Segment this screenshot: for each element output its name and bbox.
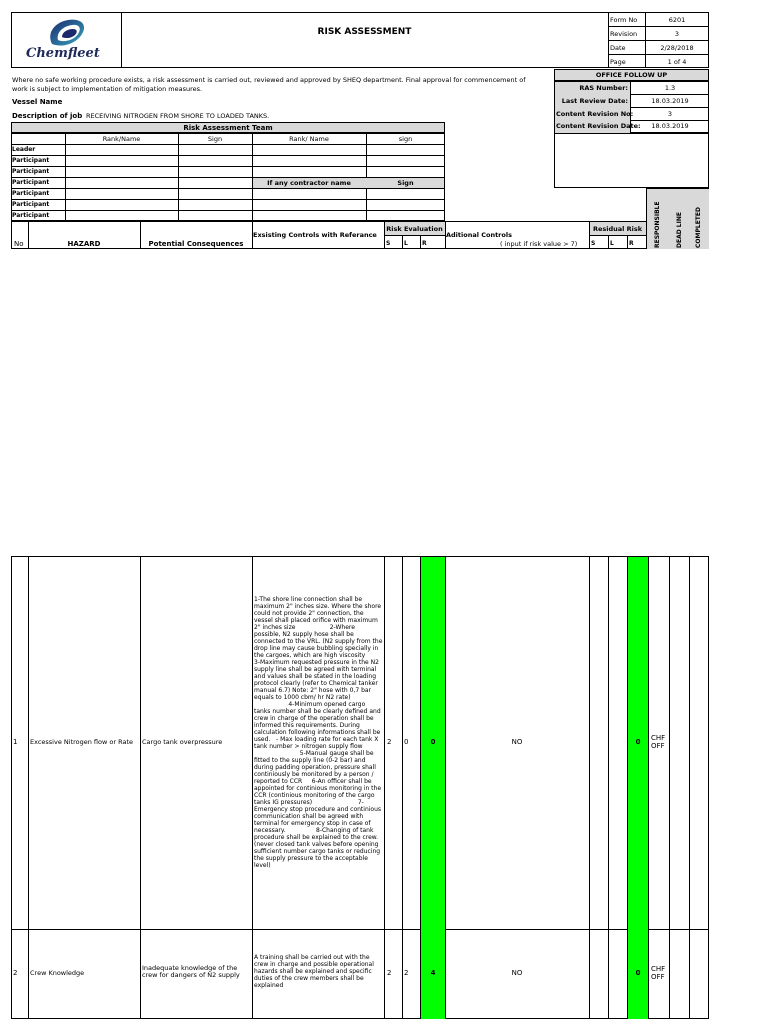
- col-additional-note: ( input if risk value > 7): [500, 240, 578, 248]
- col-residual-risk: Residual Risk: [592, 225, 643, 233]
- table-row-1-additional: NO: [511, 738, 523, 746]
- col-hazard: HAZARD: [67, 240, 101, 248]
- table-row-1-consequence: Cargo tank overpressure: [142, 738, 223, 746]
- col-dead-line: DEAD LINE: [676, 212, 683, 248]
- team-row-participant: Participant: [12, 157, 50, 164]
- col-residual-r: R: [629, 240, 634, 247]
- content-revision-no-label: Content Revision No:: [556, 110, 634, 118]
- form-no-value: 6201: [668, 16, 686, 24]
- revision-label: Revision: [610, 30, 638, 38]
- intro-line-1: Where no safe working procedure exists, a risk assessment is carried out, reviewed and approved by SHEQ department. Final approval for commencement of: [12, 76, 526, 84]
- risk-r-cell-green: [421, 557, 445, 1019]
- header-box: [11, 12, 709, 68]
- team-col-sign-1: Sign: [207, 135, 223, 143]
- table-row-1-l: 0: [404, 738, 409, 746]
- team-col-sign-2: sign: [398, 135, 413, 143]
- team-row-participant: Participant: [12, 190, 50, 197]
- table-row-2-s: 2: [387, 969, 392, 977]
- team-row-participant: Participant: [12, 168, 50, 175]
- job-description-value: RECEIVING NITROGEN FROM SHORE TO LOADED TANKS.: [86, 112, 270, 120]
- content-revision-no-value: 3: [667, 110, 673, 118]
- table-row-1-s: 2: [387, 738, 392, 746]
- col-risk-l: L: [404, 240, 408, 247]
- logo-emblem-icon: [22, 16, 114, 48]
- col-residual-s: S: [591, 240, 596, 247]
- col-risk-s: S: [386, 240, 391, 247]
- last-review-date-label: Last Review Date:: [561, 97, 628, 105]
- col-no: No: [14, 240, 24, 248]
- team-row-participant: Participant: [12, 212, 50, 219]
- table-row-1-residual-r: 0: [635, 738, 641, 746]
- team-title: Risk Assessment Team: [183, 124, 273, 132]
- contractor-sign-label: Sign: [397, 179, 414, 187]
- ras-number-value: 1.3: [664, 84, 676, 92]
- col-existing-controls: Exsisting Controls with Referance: [253, 231, 377, 239]
- vessel-name-label: Vessel Name: [12, 98, 63, 106]
- company-logo: [22, 16, 114, 64]
- table-row-1-controls: 1-The shore line connection shall be maximum 2" inches size. Where the shore could not provide 2" connection, the vessel shall placed orifice with maximum 2" inches size 2-Where possible, N2 supply hose shall be connected to the VRL. (N2 supply from the drop line may cause bubbling specially in the cargoes, which are high viscosity 3-Maximum requested pressure in the N2 supply line shall be agreed with terminal and values shall be stated in the loading protocol clearly (refer to Chemical tanker manual 6.7) Note: 2" hose with 0,7 bar equals to 1000 cbm/ hr N2 rate) 4-Minimum opened cargo tanks number shall be clearly defined and crew in charge of the operation shall be informed this requirements. During calculation following informations shall be used. - Max loading rate for each tank X tank number > nitrogen supply flow 5-Manual gauge shall be fitted to the supply line (0-2 bar) and during padding operation, pressure shall continiously be monitored by a person / reported to CCR 6-An officer shall be appointed for continious monitoring in the CCR (continious monitoring of the cargo tanks IG pressures) 7-Emergency stop procedure and continious communication shall be agreed with terminal for emergency stop in case of necessary. 8-Changing of tank procedure shall be explained to the crew. (never closed tank valves before opening sufficient number cargo tanks or reducing the supply pressure to the acceptable level): [254, 596, 383, 869]
- team-col-rank-name-1: Rank/Name: [102, 135, 141, 143]
- table-row-1-responsible: CHF OFF: [651, 734, 666, 750]
- col-responsible: RESPONSIBLE: [654, 201, 661, 248]
- col-risk-evaluation: Risk Evaluation: [386, 225, 443, 233]
- table-row-1-hazard: Excessive Nitrogen flow or Rate: [30, 738, 134, 746]
- table-row-2-responsible: CHF OFF: [651, 965, 666, 981]
- col-residual-l: L: [610, 240, 614, 247]
- form-title: RISK ASSESSMENT: [317, 27, 412, 37]
- table-row-2-hazard: Crew Knowledge: [30, 969, 85, 977]
- team-row-leader: Leader: [12, 146, 36, 153]
- page-value: 1 of 4: [667, 58, 687, 66]
- content-revision-date-value: 18.03.2019: [651, 122, 689, 130]
- col-additional-controls: Aditional Controls: [446, 231, 512, 239]
- team-col-rank-name-2: Rank/ Name: [289, 135, 329, 143]
- table-row-1-r: 0: [430, 738, 436, 746]
- contractor-name-label: If any contractor name: [267, 179, 351, 187]
- job-description-label: Description of job: [12, 112, 83, 120]
- last-review-date-value: 18.03.2019: [651, 97, 689, 105]
- date-label: Date: [610, 44, 626, 52]
- ras-number-label: RAS Number:: [579, 84, 628, 92]
- table-row-2-l: 2: [404, 969, 409, 977]
- col-potential-consequences: Potential Consequences: [148, 240, 244, 248]
- col-completed: COMPLETED: [695, 207, 702, 248]
- table-row-2-no: 2: [13, 969, 18, 977]
- team-row-participant: Participant: [12, 179, 50, 186]
- residual-r-cell-green: [628, 557, 648, 1019]
- col-risk-r: R: [422, 240, 427, 247]
- revision-value: 3: [674, 30, 680, 38]
- table-row-2-r: 4: [430, 969, 436, 977]
- content-revision-date-label: Content Revision Date:: [556, 122, 641, 130]
- table-row-2-residual-r: 0: [635, 969, 641, 977]
- team-row-participant: Participant: [12, 201, 50, 208]
- company-name: Chemfleet: [26, 46, 100, 61]
- table-row-2-consequence: Inadequate knowledge of the crew for dangers of N2 supply: [142, 964, 240, 979]
- table-row-2-controls: A training shall be carried out with the crew in charge and possible operational hazards shall be explained and specific duties of the crew members shall be explained: [254, 954, 376, 989]
- page-label: Page: [610, 58, 626, 66]
- office-follow-up-title: OFFICE FOLLOW UP: [595, 71, 668, 79]
- form-no-label: Form No: [610, 16, 638, 24]
- table-row-2-additional: NO: [511, 969, 523, 977]
- date-value: 2/28/2018: [660, 44, 694, 52]
- intro-line-2: work is subject to implementation of mitigation measures.: [12, 85, 203, 93]
- table-row-1-no: 1: [13, 738, 18, 746]
